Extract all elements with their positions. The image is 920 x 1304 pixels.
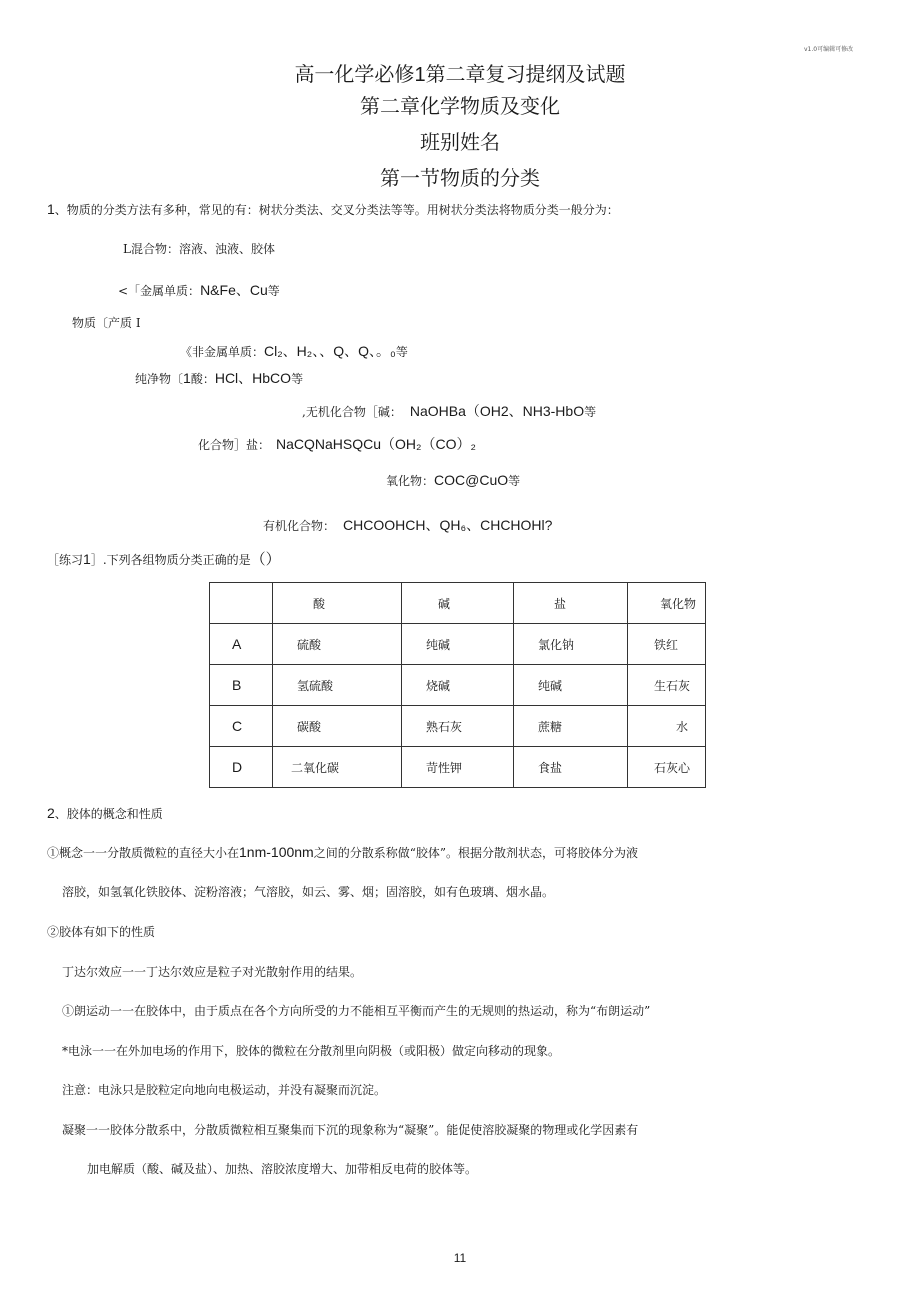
tree-mixture: L混合物：溶液、浊液、胶体 [123,242,275,256]
definition-text: ①概念一一分散质微粒的直径大小在 [47,846,240,860]
section-title: 第一节物质的分类 [380,166,540,190]
table-cell: B [210,665,273,706]
table-cell: C [210,706,273,747]
organic-examples: CHCOOHCH、QH₆、CHCHOHl? [343,517,553,533]
electrophoresis-note: 注意：电泳只是胶粒定向地向电极运动，并没有凝聚而沉淀。 [62,1083,387,1097]
tyndall-effect: 丁达尔效应一一丁达尔效应是粒子对光散射作用的结果。 [62,965,363,979]
table-row [210,706,706,747]
nonmetal-examples: Cl₂、H₂、、Q、Q、。₀ [264,343,396,359]
acid-suffix: 等 [291,372,304,386]
exercise-text: ］.下列各组物质分类正确的是 [90,553,251,567]
tree-metal [118,280,280,300]
salt-examples: NaCQNaHSQCu（OH₂（CO）₂ [276,436,476,452]
pure-number: 1 [183,370,191,386]
table-cell: 水 [628,706,706,747]
question-1 [47,201,619,218]
question-2-title [47,805,163,822]
tree-oxide [386,472,520,489]
table-cell: 蔗糖 [514,706,628,747]
base-suffix: 等 [584,405,597,419]
watermark: v1.0可编辑可修改 [804,46,854,53]
question-1-text: 、物质的分类方法有多种，常见的有：树状分类法、交叉分类法等等。用树状分类法将物质分类一般分为： [54,203,619,217]
table-header-cell: 盐 [514,583,628,624]
nonmetal-label: 《非金属单质： [180,345,265,359]
table-row [210,665,706,706]
table-header-cell: 碱 [402,583,514,624]
table-cell: 烧碱 [402,665,514,706]
metal-examples: N&Fe、Cu [200,282,268,298]
base-examples: NaOHBa（OH2、NH3-HbO [409,403,585,419]
exercise-number: 1 [83,551,91,567]
table-header-cell [210,583,273,624]
tree-nonmetal [180,341,408,361]
oxide-suffix: 等 [508,474,521,488]
colloid-definition-cont: 溶胶，如氢氧化铁胶体、淀粉溶液；气溶胶，如云、雾、烟；固溶胶，如有色玻璃、烟水晶。 [62,885,555,899]
title-number: 1 [414,64,426,86]
table-row [210,747,706,788]
acid-examples: HCl、HbCO [214,370,292,386]
tree-salt [198,434,476,454]
answer-blank: （） [250,551,281,568]
table-cell: 苛性钾 [402,747,514,788]
size-range: 1nm-100nm [239,844,314,860]
question-2-number: 2 [47,805,55,821]
table-cell: D [210,747,273,788]
doc-title [0,58,920,87]
page-number: 11 [453,1251,467,1265]
oxide-label: 氧化物： [386,474,435,488]
salt-label: 化合物］盐： [198,438,271,452]
table-cell: 石灰心 [628,747,706,788]
table-header-cell: 酸 [273,583,402,624]
properties-title: ②胶体有如下的性质 [47,925,156,939]
coagulation: 凝聚一一胶体分散系中，分散质微粒相互聚集而下沉的现象称为“凝聚”。能促使溶胶凝聚的物理或化学因素有 [62,1123,639,1137]
table-cell: 纯碱 [514,665,628,706]
oxide-examples: COC@CuO [434,472,509,488]
table-cell: 熟石灰 [402,706,514,747]
metal-suffix: 等 [267,284,280,298]
table-cell: 氯化钠 [514,624,628,665]
chapter-title: 第二章化学物质及变化 [360,94,560,118]
brownian-motion: ①朗运动一一在胶体中，由于质点在各个方向所受的力不能相互平衡而产生的无规则的热运动，称为“布朗运动” [62,1004,651,1018]
nonmetal-suffix: 等 [395,345,408,359]
table-cell: 纯碱 [402,624,514,665]
table-cell: 生石灰 [628,665,706,706]
tree-base [302,401,596,421]
acid-label: 酸： [190,372,215,386]
table-cell: 硫酸 [273,624,402,665]
exercise-1 [47,548,281,569]
table-cell: 二氧化碳 [273,747,402,788]
table-cell: 食盐 [514,747,628,788]
table-row [210,624,706,665]
title-text: 高一化学必修 [294,62,415,86]
organic-label: 有机化合物： [263,519,336,533]
question-2-text: 、胶体的概念和性质 [54,807,163,821]
coagulation-cont: 加电解质（酸、碱及盐）、加热、溶胶浓度增大、加带相反电荷的胶体等。 [87,1162,478,1176]
definition-text-2: 之间的分散系称做“胶体”。根据分散剂状态，可将胶体分为液 [313,846,638,860]
pure-label: 纯净物〔 [135,372,184,386]
metal-label: <「金属单质： [118,284,201,298]
tree-substance: 物质〔产质 I [72,316,141,330]
electrophoresis: *电泳一一在外加电场的作用下，胶体的微粒在分散剂里向阴极（或阳极）做定向移动的现象。 [62,1044,561,1058]
exercise-label: ［练习 [47,553,84,567]
tree-pure-acid [135,368,303,388]
tree-organic [263,515,552,535]
table-cell: 碳酸 [273,706,402,747]
title-text-2: 第二章复习提纲及试题 [425,62,626,86]
table-cell: 铁红 [628,624,706,665]
base-label: ,无机化合物［碱： [302,405,402,419]
table-header-row [210,583,706,624]
table-cell: A [210,624,273,665]
class-name-line: 班别姓名 [420,130,500,154]
table-header-cell: 氧化物 [628,583,706,624]
colloid-definition [47,844,638,861]
table-cell: 氢硫酸 [273,665,402,706]
question-1-number: 1 [47,201,55,217]
classification-table [209,582,706,788]
